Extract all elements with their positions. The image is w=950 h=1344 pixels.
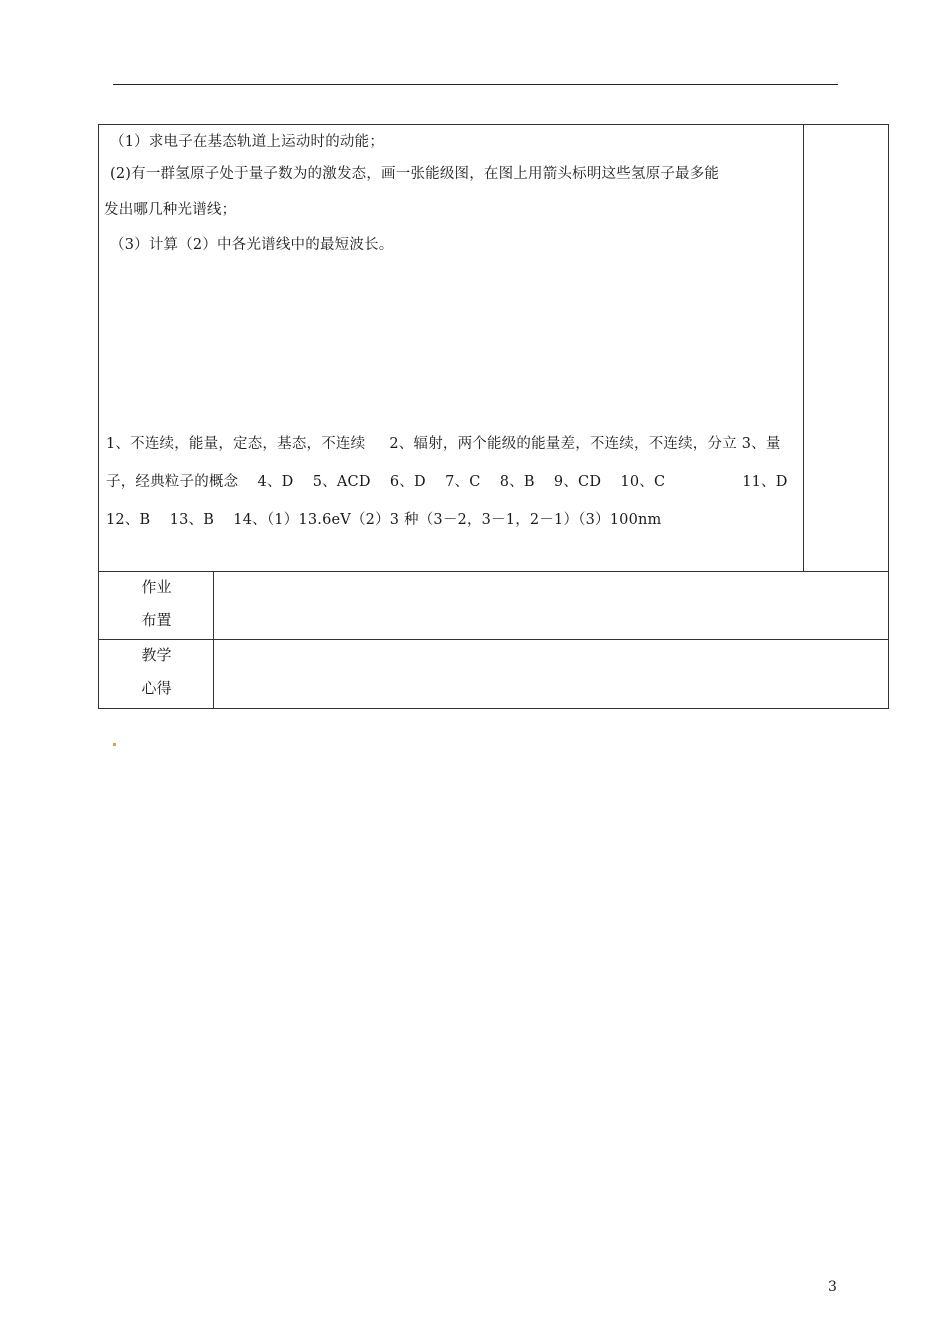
answer-line-2: 子，经典粒子的概念 4、D 5、ACD 6、D 7、C 8、B 9、CD 10、C 11、D xyxy=(106,474,788,490)
header-rule xyxy=(113,84,838,85)
homework-label-bottom: 布置 xyxy=(141,611,172,629)
homework-row xyxy=(98,571,889,640)
page-number: 3 xyxy=(828,1279,837,1295)
reflection-label-cell xyxy=(99,640,214,708)
question-line-3: 发出哪几种光谱线； xyxy=(104,202,237,218)
reflection-row xyxy=(98,639,889,709)
answer-line-3: 12、B 13、B 14、（1）13.6eV（2）3 种（3－2，3－1，2－1）（3）100nm xyxy=(106,512,662,528)
question-line-4: （3）计算（2）中各光谱线中的最短波长。 xyxy=(110,237,394,253)
content-cell xyxy=(98,124,889,572)
stray-mark xyxy=(113,743,116,746)
question-line-2: (2)有一群氢原子处于量子数为的激发态，画一张能级图，在图上用箭头标明这些氢原子最多能 xyxy=(110,166,720,182)
answer-line-1: 1、不连续，能量，定态，基态，不连续 2、辐射，两个能级的能量差，不连续，不连续，分立 3、量 xyxy=(106,436,781,452)
homework-label-cell xyxy=(99,572,214,639)
homework-label-top: 作业 xyxy=(141,578,172,596)
column-divider xyxy=(803,124,804,572)
reflection-label-top: 教学 xyxy=(141,646,172,664)
reflection-label-bottom: 心得 xyxy=(141,679,172,697)
question-line-1: （1）求电子在基态轨道上运动时的动能； xyxy=(110,134,385,150)
